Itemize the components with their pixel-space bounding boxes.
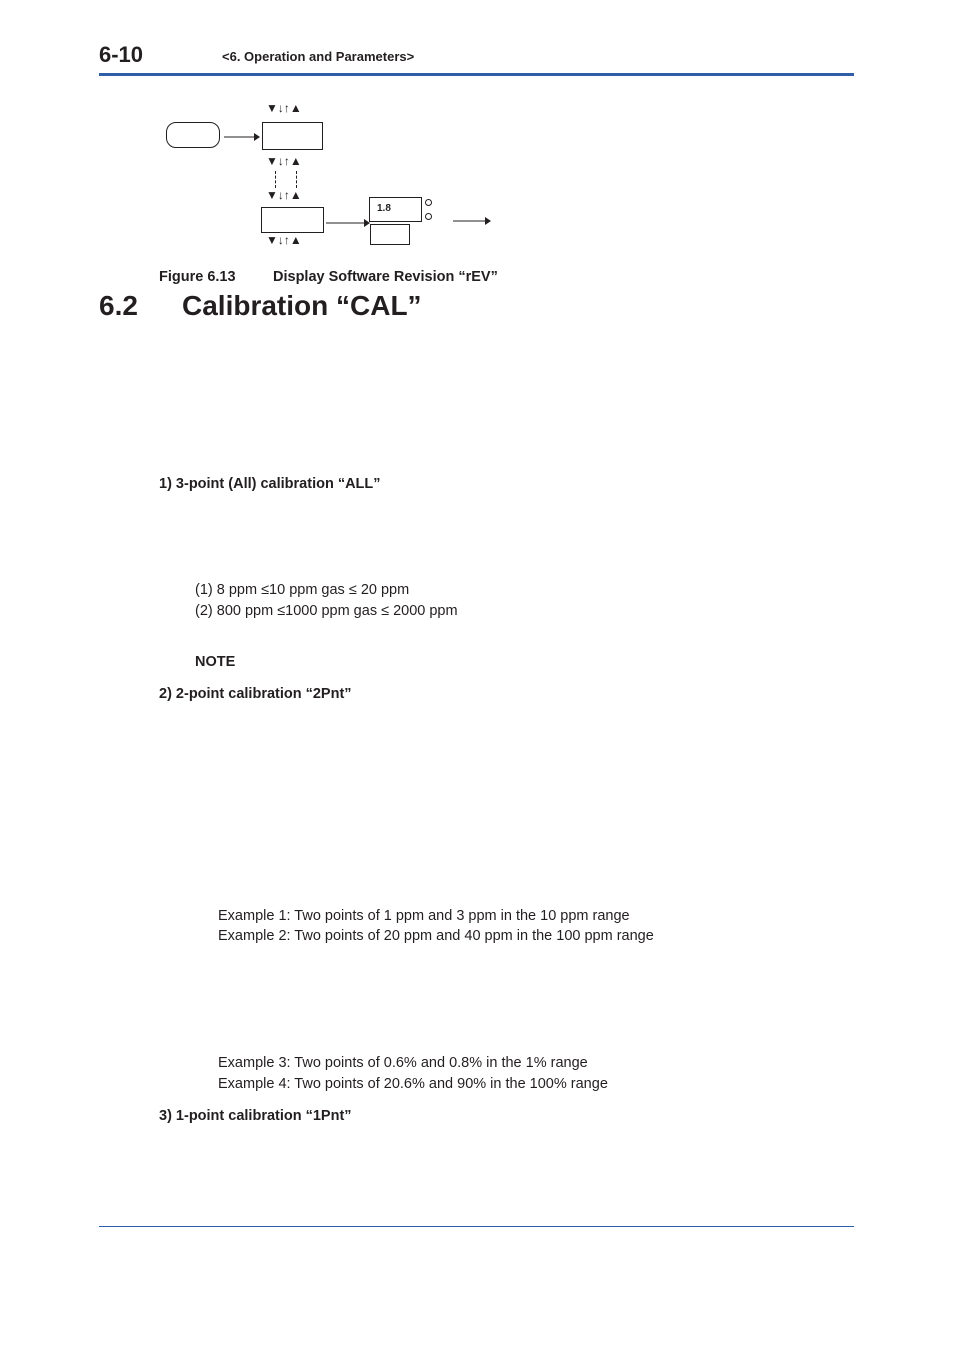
display-box-top — [262, 122, 323, 150]
page-number: 6-10 — [99, 42, 144, 67]
example-line: Example 1: Two points of 1 ppm and 3 ppm in the 10 ppm range — [218, 908, 630, 924]
header-rule — [99, 73, 854, 76]
example-line: Example 2: Two points of 20 ppm and 40 ppm in the 100 ppm range — [218, 928, 654, 944]
figure-number: Figure 6.13 — [159, 269, 236, 285]
chapter-title: <6. Operation and Parameters> — [222, 49, 415, 64]
arrow-keys-icon: ▼↓↑▲ — [266, 233, 302, 247]
dashed-connector — [296, 171, 297, 188]
condition-line: (1) 8 ppm ≤10 ppm gas ≤ 20 ppm — [195, 582, 410, 598]
figure-title: Display Software Revision “rEV” — [273, 269, 498, 285]
subheading-3-point: 1) 3-point (All) calibration “ALL” — [159, 476, 381, 492]
display-value: 1.8 — [377, 203, 391, 214]
display-value-box — [369, 197, 422, 222]
footer-rule — [99, 1226, 854, 1227]
dashed-connector — [275, 171, 276, 188]
display-box-rev — [261, 207, 324, 233]
example-line: Example 4: Two points of 20.6% and 90% in the 100% range — [218, 1076, 608, 1092]
example-line: Example 3: Two points of 0.6% and 0.8% in the 1% range — [218, 1055, 588, 1071]
subheading-2-point: 2) 2-point calibration “2Pnt” — [159, 686, 352, 702]
display-lower-box — [370, 224, 410, 245]
arrow-right-icon — [453, 217, 491, 225]
arrow-keys-icon: ▼↓↑▲ — [266, 101, 302, 115]
indicator-led — [425, 213, 432, 220]
note-label: NOTE — [195, 654, 236, 670]
key-button — [166, 122, 220, 148]
section-number: 6.2 — [99, 290, 138, 321]
arrow-keys-icon: ▼↓↑▲ — [266, 154, 302, 168]
subheading-1-point: 3) 1-point calibration “1Pnt” — [159, 1108, 352, 1124]
section-title: Calibration “CAL” — [182, 290, 422, 321]
indicator-led — [425, 199, 432, 206]
condition-line: (2) 800 ppm ≤1000 ppm gas ≤ 2000 ppm — [195, 603, 458, 619]
arrow-right-icon — [224, 133, 260, 141]
arrow-right-icon — [326, 219, 370, 227]
arrow-keys-icon: ▼↓↑▲ — [266, 188, 302, 202]
